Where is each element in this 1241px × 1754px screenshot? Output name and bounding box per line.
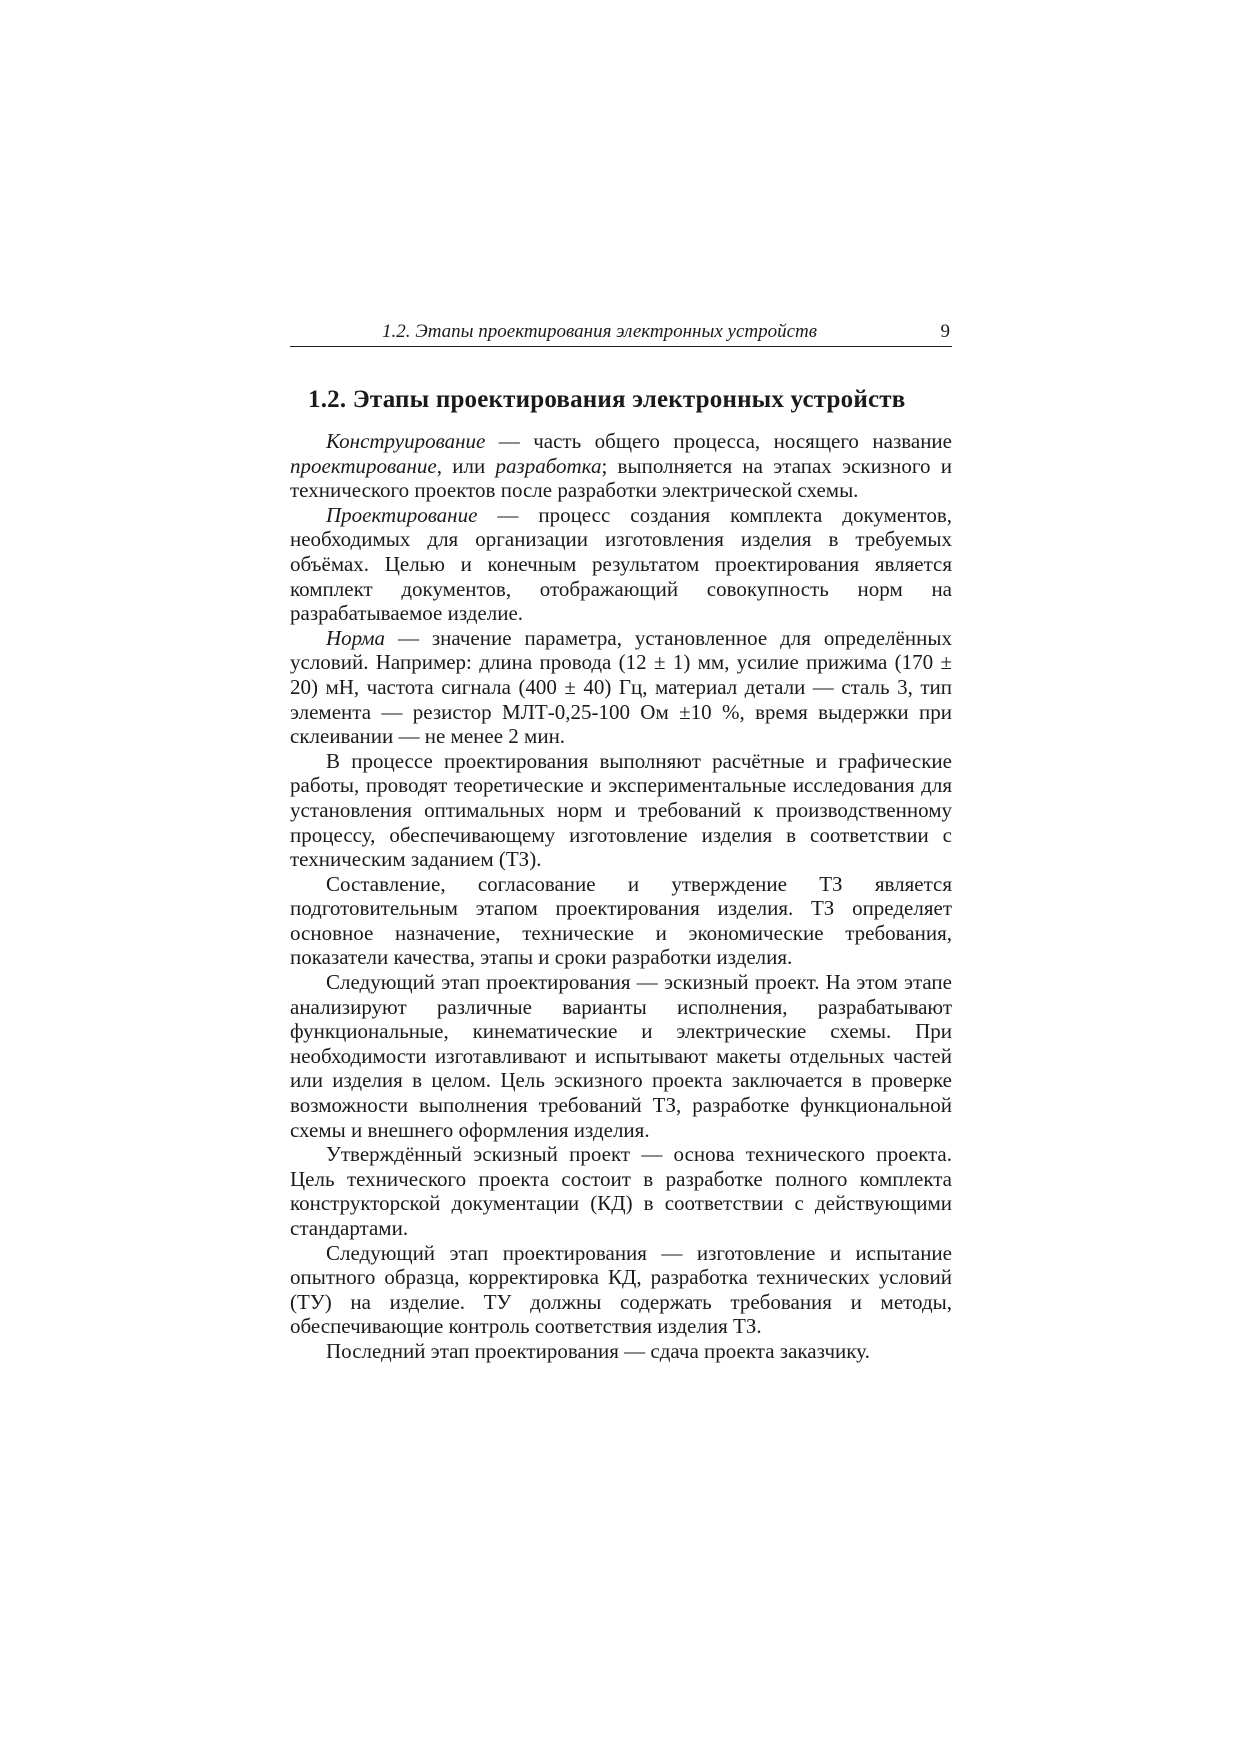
running-head [290,318,952,347]
term-proektirovanie: проектирование [290,453,437,478]
paragraph-text: — значение параметра, установленное для определённых условий. Например: длина провода (12 ± 1) мм, усилие прижима (170 ± 20) мН, частота сигнала (400 ± 40) Гц, материал детали — сталь 3, тип элемента — резистор МЛТ-0,25-100 Ом ±10 %, время выдержки при склеивании — не менее 2 мин. [290,625,952,749]
paragraph-process: В процессе проектирования выполняют расчётные и графические работы, проводят теоретические и экспериментальные исследования для установления оптимальных норм и требований к производственному процессу, обеспечивающему изготовление изделия в соответствии с техническим заданием (ТЗ). [290,748,952,872]
book-page [290,318,952,1364]
paragraph-sketch-project: Следующий этап проектирования — эскизный проект. На этом этапе анализируют различные варианты исполнения, разрабатывают функциональные, кинематические и электрические схемы. При необходимости изготавливают и испытывают макеты отдельных частей или изделия в целом. Цель эскизного проекта заключается в проверке возможности выполнения требований ТЗ, разработке функциональной схемы и внешнего оформления изделия. [290,970,952,1142]
term-konstruirovanie: Конструирование [326,429,486,453]
paragraph-proektirovanie [290,503,952,626]
paragraph-text: ; выполняется на этапах эскизного и технического проектов после разработки электрической схемы. [290,453,952,503]
running-head-title: 1.2. Этапы проектирования электронных устройств [382,321,818,342]
paragraph-text: , или [436,453,496,478]
paragraph-technical-project: Утверждённый эскизный проект — основа технического проекта. Цель технического проекта состоит в разработке полного комплекта конструкторской документации (КД) в соответствии с действующими стандартами. [290,1142,952,1240]
paragraph-norma [290,626,952,749]
paragraph-text: — часть общего процесса, носящего название [485,429,952,453]
page-number: 9 [940,321,950,342]
body-text [290,429,952,1364]
section-title: 1.2. Этапы проектирования электронных устройств [308,386,906,413]
term-norma: Норма [326,625,386,650]
paragraph-text: — процесс создания комплекта документов, необходимых для организации изготовления изделия в требуемых объёмах. Целью и конечным результатом проектирования является комплект документов, отображающий совокупность норм на разрабатываемое изделие. [290,502,952,626]
paragraph-tz: Составление, согласование и утверждение ТЗ является подготовительным этапом проектирования изделия. ТЗ определяет основное назначение, технические и экономические требования, показатели качества, этапы и сроки разработки изделия. [290,871,952,970]
term-razrabotka: разработка [495,453,602,478]
term-proektirovanie-def: Проектирование [326,502,478,527]
paragraph-konstruirovanie [290,429,952,503]
paragraph-prototype: Следующий этап проектирования — изготовление и испытание опытного образца, корректировка КД, разработка технических условий (ТУ) на изделие. ТУ должны содержать требования и методы, обеспечивающие контроль соответствия изделия ТЗ. [290,1240,952,1339]
paragraph-final-stage: Последний этап проектирования — сдача проекта заказчику. [326,1338,870,1363]
